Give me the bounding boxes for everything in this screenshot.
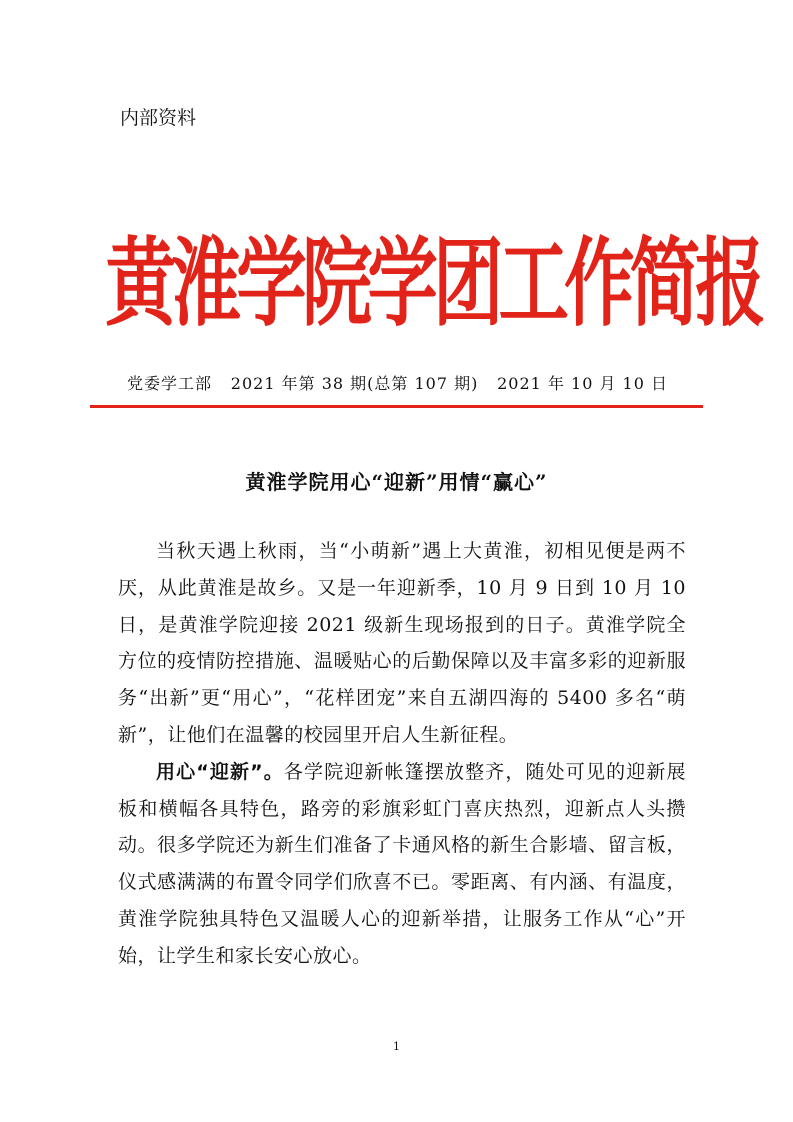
paragraph-lead: 用心“迎新”。 (156, 760, 284, 783)
page-number: 1 (393, 1040, 400, 1053)
issue-number: 2021 年第 38 期(总第 107 期) (230, 374, 479, 393)
department-label: 党委学工部 (127, 374, 213, 393)
paragraph-1 (118, 533, 686, 754)
classification-label: 内部资料 (120, 107, 197, 129)
article-body (118, 533, 686, 975)
article-title: 黄淮学院用心“迎新”用情“赢心” (245, 470, 548, 494)
issue-date: 2021 年 10 月 10 日 (497, 374, 668, 393)
issue-info-line (90, 371, 703, 394)
paragraph-2 (118, 754, 686, 975)
paragraph-text: 各学院迎新帐篷摆放整齐，随处可见的迎新展板和横幅各具特色，路旁的彩旗彩虹门喜庆热烈，迎新点人头攒动。很多学院还为新生们准备了卡通风格的新生合影墙、留言板，仪式感满满的布置令同学们欣喜不已。零距离、有内涵、有温度，黄淮学院独具特色又温暖人心的迎新举措，让服务工作从“心”开始，让学生和家长安心放心。 (118, 760, 686, 967)
paragraph-text: 当秋天遇上秋雨，当“小萌新”遇上大黄淮，初相见便是两不厌，从此黄淮是故乡。又是一年迎新季，10 月 9 日到 10 月 10 日，是黄淮学院迎接 2021 级新生现场报到的日子。黄淮学院全方位的疫情防控措施、温暖贴心的后勤保障以及丰富多彩的迎新服务“出新”更“用心”，“花样团宠”来自五湖四海的 5400 多名“萌新”，让他们在温馨的校园里开启人生新征程。 (118, 540, 686, 746)
masthead-title: 黄淮学院学团工作简报 (105, 228, 761, 340)
red-divider-line (90, 405, 703, 408)
